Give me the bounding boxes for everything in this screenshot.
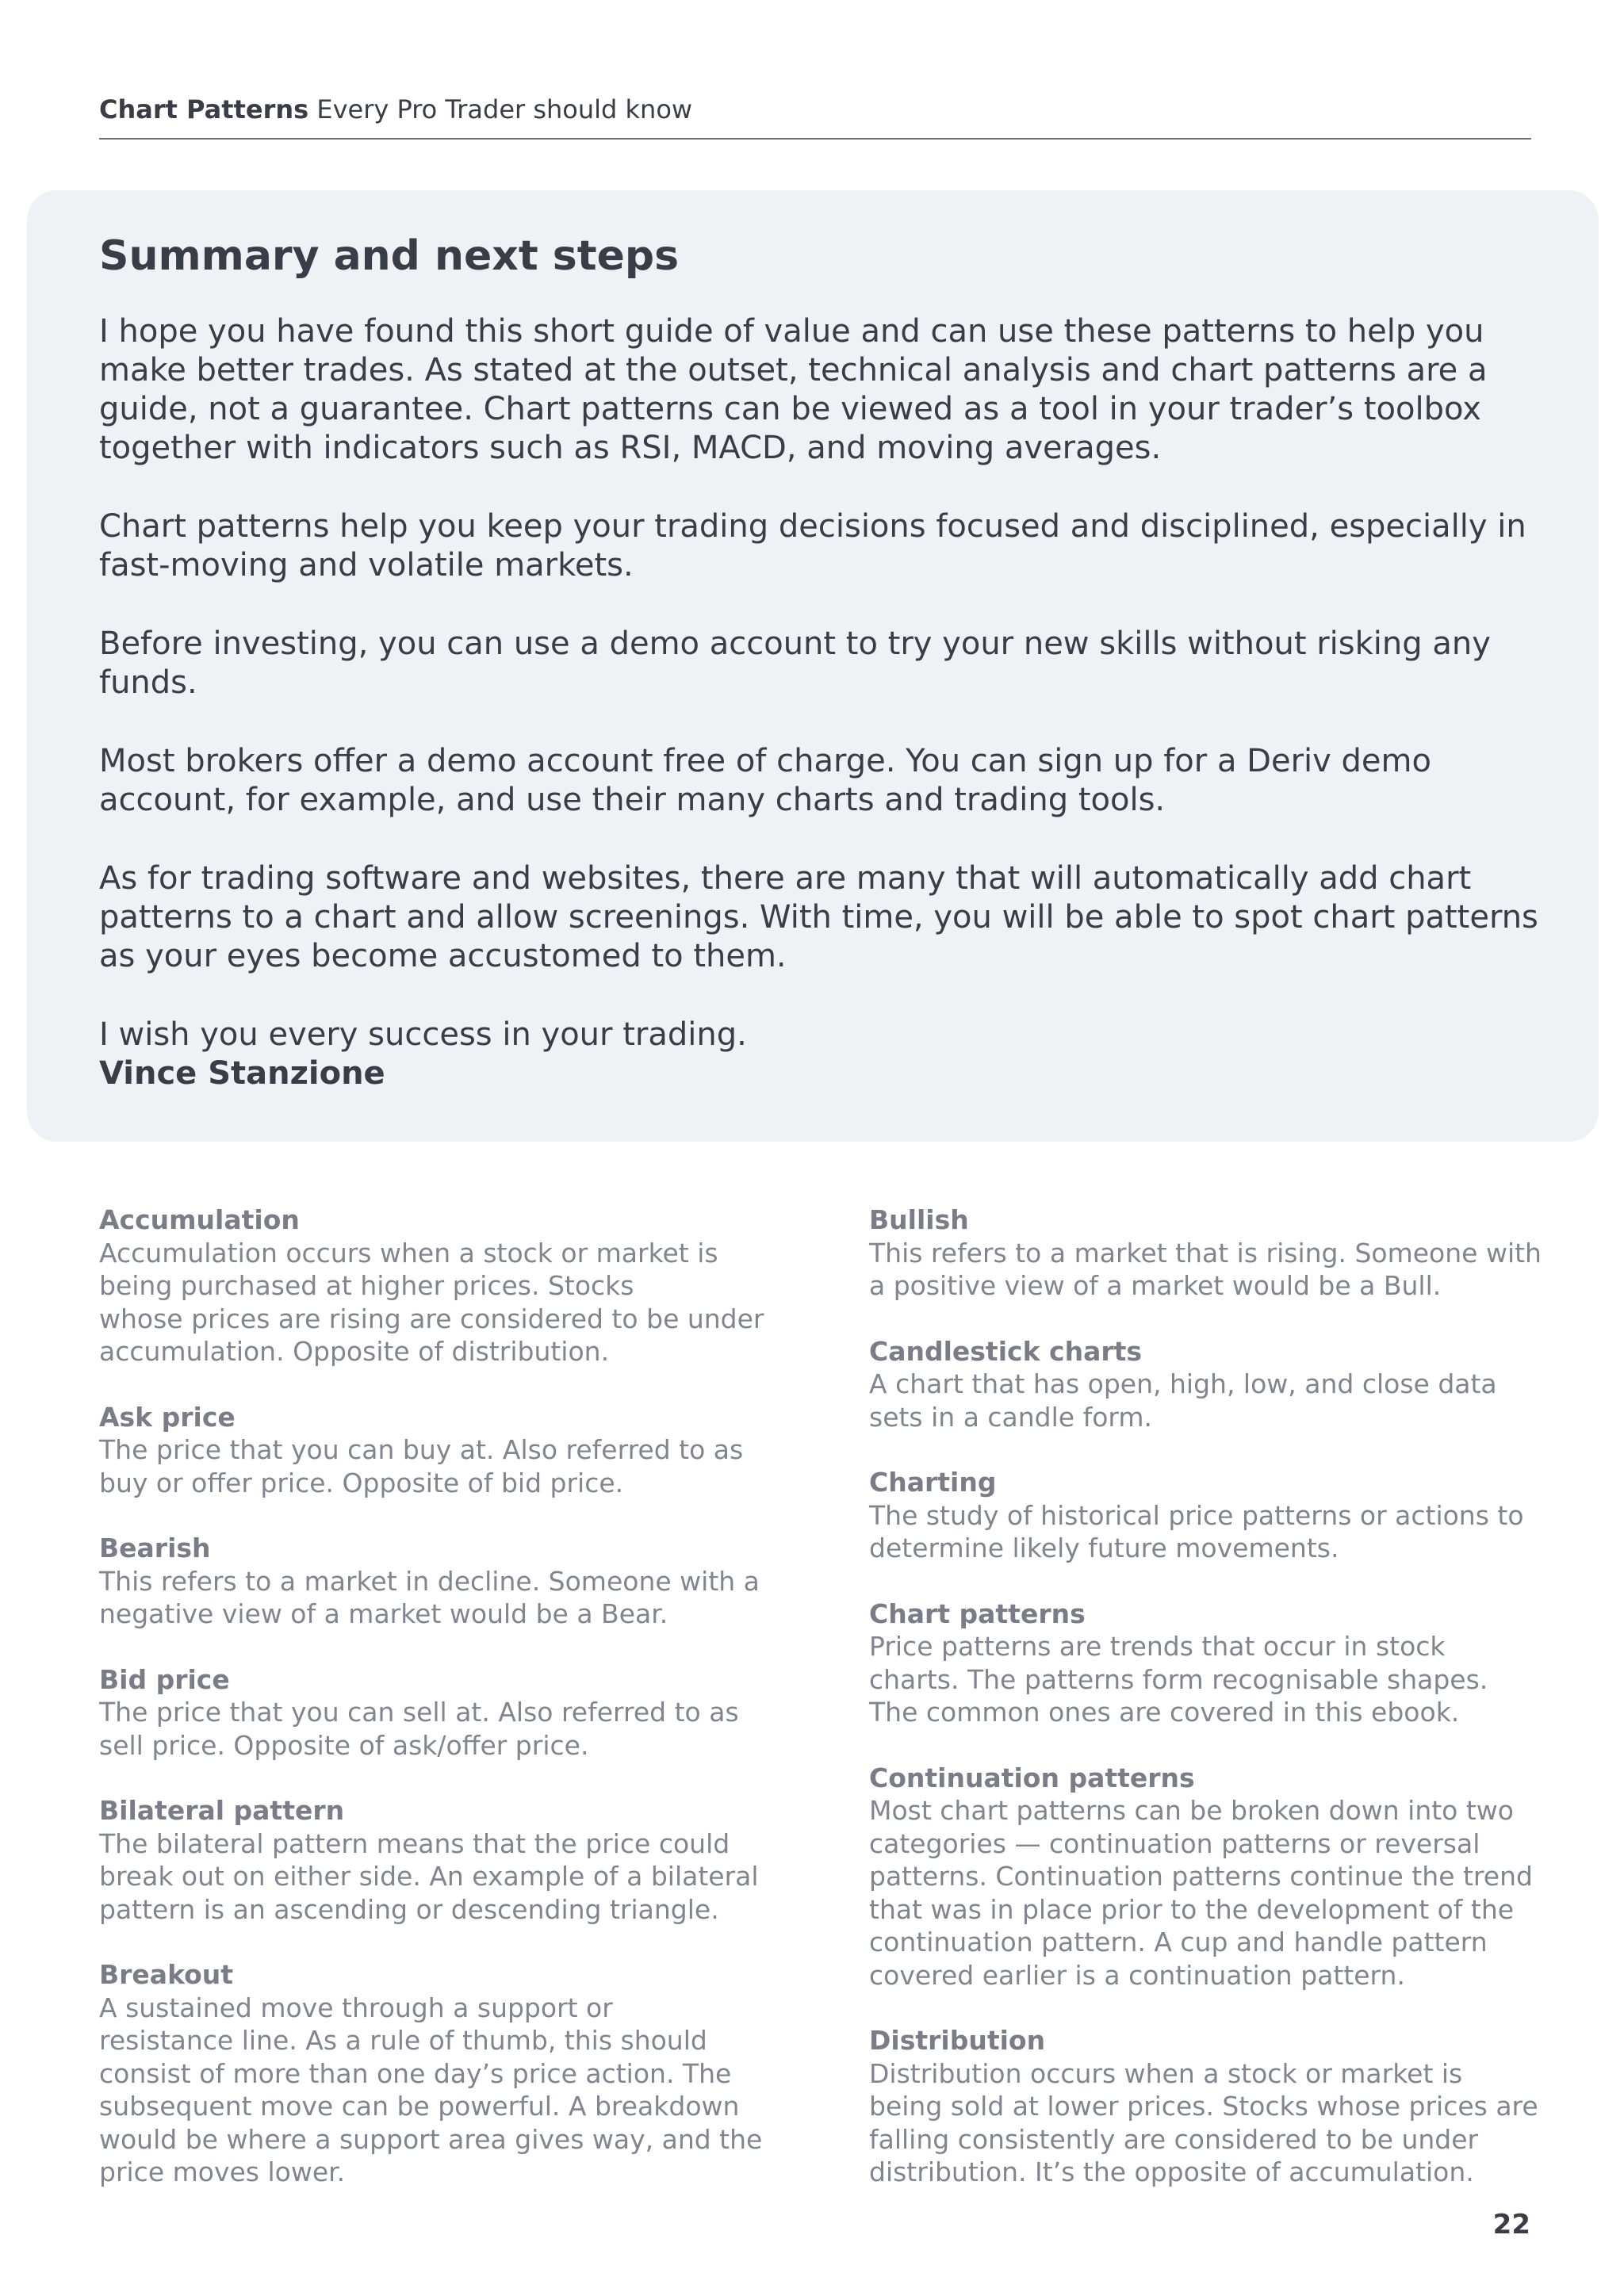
- glossary-entry: [869, 1466, 1543, 1565]
- glossary-entry: [99, 1401, 789, 1500]
- glossary-definition: Most chart patterns can be broken down into two categories — continuation patterns or reversal patterns. Continuation patterns continue the trend that was in place prior to the development of the continuation pattern. A cup and handle pattern covered earlier is a continuation pattern.: [869, 1795, 1533, 1991]
- glossary-entry: [99, 1532, 789, 1631]
- glossary-definition: The price that you can buy at. Also referred to as buy or offer price. Opposite of bid price.: [99, 1434, 744, 1498]
- glossary-definition: This refers to a market that is rising. Someone with a positive view of a market would be a Bull.: [869, 1237, 1542, 1301]
- glossary-term: Candlestick charts: [869, 1335, 1143, 1367]
- glossary-definition: Price patterns are trends that occur in stock charts. The patterns form recognisable shapes. The common ones are covered in this ebook.: [869, 1631, 1488, 1728]
- glossary-definition: A chart that has open, high, low, and close data sets in a candle form.: [869, 1368, 1497, 1433]
- glossary-definition: Distribution occurs when a stock or market is being sold at lower prices. Stocks whose prices are falling consistently are considered to be under distribution. It’s the opposite of accumulation.: [869, 2057, 1538, 2187]
- summary-paragraph: As for trading software and websites, there are many that will automatically add chart patterns to a chart and allow screenings. With time, you will be able to spot chart patterns as your eyes become accustomed to them.: [99, 860, 1538, 975]
- glossary-definition: The study of historical price patterns or actions to determine likely future movements.: [869, 1499, 1524, 1563]
- glossary-term: Chart patterns: [869, 1598, 1086, 1629]
- glossary-entry: [99, 1794, 789, 1926]
- author-signature: Vince Stanzione: [99, 1055, 385, 1093]
- glossary-left-column: [99, 1203, 789, 2221]
- header-title-bold: Chart Patterns: [99, 94, 309, 124]
- glossary-term: Bullish: [869, 1204, 969, 1235]
- glossary-term: Bilateral pattern: [99, 1795, 345, 1826]
- glossary-definition: The bilateral pattern means that the price could break out on either side. An example of a bilateral pattern is an ascending or descending triangle.: [99, 1827, 759, 1925]
- summary-paragraph: Most brokers offer a demo account free of charge. You can sign up for a Deriv demo account, for example, and use their many charts and trading tools.: [99, 743, 1431, 819]
- summary-signoff: I wish you every success in your trading.: [99, 1016, 747, 1054]
- glossary-entry: [99, 1958, 789, 2189]
- page-number: 22: [1492, 2209, 1530, 2241]
- glossary-right-column: [869, 1203, 1543, 2221]
- glossary-entry: [869, 2024, 1543, 2189]
- glossary-term: Bearish: [99, 1533, 211, 1563]
- glossary-entry: [869, 1762, 1543, 1992]
- glossary-definition: A sustained move through a support or resistance line. As a rule of thumb, this should consist of more than one day’s price action. The subsequent move can be powerful. A breakdown would be where a support area gives way, and the price moves lower.: [99, 1992, 763, 2187]
- glossary-definition: This refers to a market in decline. Someone with a negative view of a market would be a Bear.: [99, 1565, 760, 1629]
- summary-paragraph: I hope you have found this short guide of value and can use these patterns to help you make better trades. As stated at the outset, technical analysis and chart patterns are a guide, not a guarantee. Chart patterns can be viewed as a tool in your trader’s toolbox together with indicators such as RSI, MACD, and moving averages.: [99, 313, 1488, 467]
- header-title-rest: Every Pro Trader should know: [316, 94, 693, 124]
- glossary-term: Distribution: [869, 2025, 1046, 2056]
- running-header: [99, 89, 1531, 140]
- glossary-term: Bid price: [99, 1663, 230, 1695]
- glossary-entry: [99, 1663, 789, 1762]
- summary-box: [27, 190, 1599, 1142]
- glossary-term: Accumulation: [99, 1204, 300, 1235]
- glossary-term: Ask price: [99, 1401, 236, 1433]
- glossary-entry: [99, 1203, 789, 1368]
- glossary-term: Charting: [869, 1467, 997, 1498]
- glossary-definition: Accumulation occurs when a stock or market is being purchased at higher prices. Stocks whose prices are rising are considered to be under accumulation. Opposite of distribution.: [99, 1237, 764, 1367]
- glossary-term: Breakout: [99, 1959, 234, 1990]
- glossary-term: Continuation patterns: [869, 1762, 1195, 1793]
- summary-paragraph: Before investing, you can use a demo account to try your new skills without risking any funds.: [99, 626, 1491, 702]
- summary-content: [99, 232, 1542, 1093]
- glossary-entry: [869, 1335, 1543, 1434]
- summary-title: Summary and next steps: [99, 232, 680, 280]
- glossary-entry: [869, 1598, 1543, 1729]
- glossary-definition: The price that you can sell at. Also referred to as sell price. Opposite of ask/offer price.: [99, 1697, 739, 1761]
- glossary-entry: [869, 1203, 1543, 1303]
- summary-paragraph: Chart patterns help you keep your trading decisions focused and disciplined, especially in fast-moving and volatile markets.: [99, 508, 1526, 584]
